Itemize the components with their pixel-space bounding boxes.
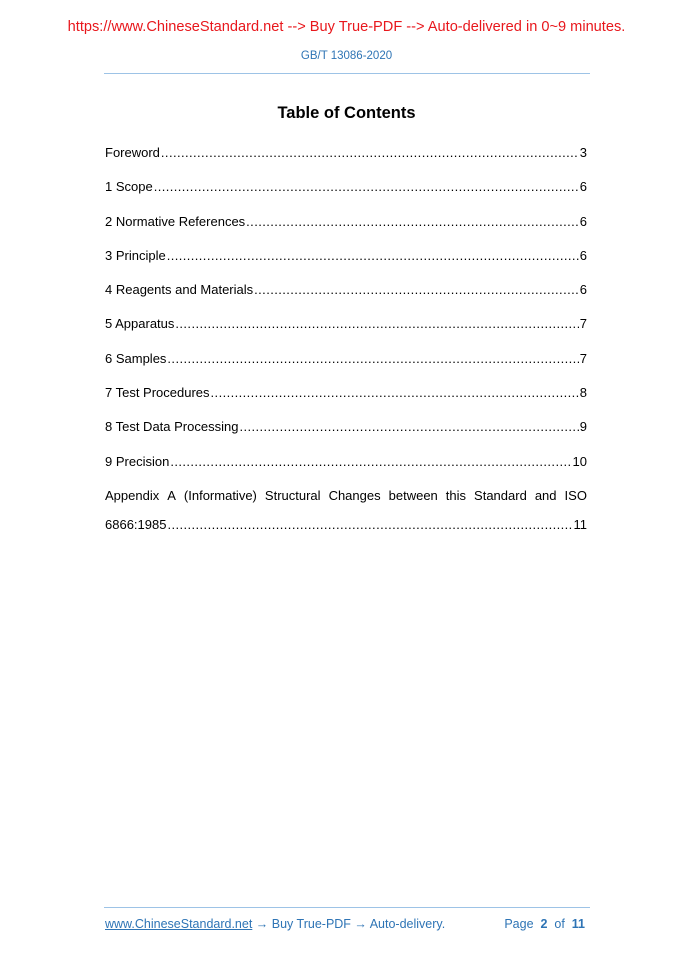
appendix-word: this (445, 487, 467, 503)
toc-entry[interactable] (105, 351, 587, 385)
dot-leader (167, 517, 572, 533)
toc-entry-label: 2 Normative References (105, 213, 246, 229)
toc-entry-page: 8 (579, 385, 587, 401)
page-current: 2 (540, 917, 548, 931)
toc-entry-label: 3 Principle (105, 247, 166, 263)
dot-leader (246, 214, 579, 230)
dot-leader (167, 351, 578, 367)
toc-entry[interactable] (105, 385, 587, 419)
toc-entry-label: 8 Test Data Processing (105, 419, 239, 435)
dot-leader (175, 316, 578, 332)
toc-entry-label: 5 Apparatus (105, 316, 175, 332)
toc-entry-page: 7 (579, 350, 587, 366)
appendix-word: between (388, 487, 438, 503)
toc-entry-page: 6 (579, 213, 587, 229)
appendix-word: Standard (474, 487, 527, 503)
toc-entry[interactable] (105, 454, 587, 488)
appendix-word: ISO (564, 487, 587, 503)
dot-leader (154, 179, 579, 195)
page-label: Page (504, 917, 534, 931)
toc-entry[interactable] (105, 316, 587, 350)
footer-divider (104, 907, 590, 908)
toc-appendix-title[interactable] (105, 488, 587, 517)
toc-entry[interactable] (105, 517, 587, 551)
footer-promo-text: → Buy True-PDF → Auto-delivery. (252, 917, 446, 931)
appendix-word: (Informative) (183, 487, 257, 503)
toc-entry[interactable] (105, 214, 587, 248)
toc-entry-label: 6 Samples (105, 350, 167, 366)
dot-leader (254, 282, 579, 298)
toc-entry-page: 6 (579, 282, 587, 298)
promo-banner[interactable]: https://www.ChineseStandard.net --> Buy True-PDF --> Auto-delivered in 0~9 minutes. (67, 19, 626, 35)
table-of-contents (105, 145, 587, 551)
dot-leader (161, 145, 579, 161)
dot-leader (167, 248, 579, 264)
appendix-word: Changes (328, 487, 381, 503)
page-footer (105, 917, 585, 931)
toc-entry-label: 1 Scope (105, 179, 153, 195)
appendix-word: and (534, 487, 557, 503)
toc-entry-page: 6 (579, 247, 587, 263)
appendix-word: A (167, 487, 176, 503)
toc-entry-label: Foreword (105, 145, 160, 160)
toc-entry-page: 11 (573, 516, 587, 532)
standard-code-header: GB/T 13086-2020 (300, 50, 393, 62)
toc-entry-label: 4 Reagents and Materials (105, 282, 254, 298)
page-indicator (504, 917, 585, 931)
header-divider (104, 73, 590, 74)
toc-entry-page: 7 (579, 316, 587, 332)
toc-entry[interactable] (105, 248, 587, 282)
page-total: 11 (571, 917, 585, 931)
toc-entry-label: 6866:1985 (105, 516, 167, 532)
toc-entry[interactable] (105, 179, 587, 213)
dot-leader (211, 385, 579, 401)
toc-entry[interactable] (105, 282, 587, 316)
appendix-word: Appendix (105, 487, 160, 503)
toc-entry-page: 10 (572, 453, 587, 469)
toc-entry[interactable] (105, 145, 587, 179)
toc-entry-page: 3 (579, 145, 587, 160)
toc-entry-label: 9 Precision (105, 453, 170, 469)
dot-leader (170, 454, 571, 470)
toc-entry-label: 7 Test Procedures (105, 385, 210, 401)
toc-entry-page: 9 (579, 419, 587, 435)
footer-site-link[interactable]: www.ChineseStandard.net (105, 917, 253, 931)
page-of: of (554, 917, 565, 931)
toc-title: Table of Contents (277, 104, 416, 122)
toc-entry[interactable] (105, 419, 587, 453)
appendix-word: Structural (264, 487, 321, 503)
dot-leader (239, 419, 578, 435)
toc-entry-page: 6 (579, 179, 587, 195)
